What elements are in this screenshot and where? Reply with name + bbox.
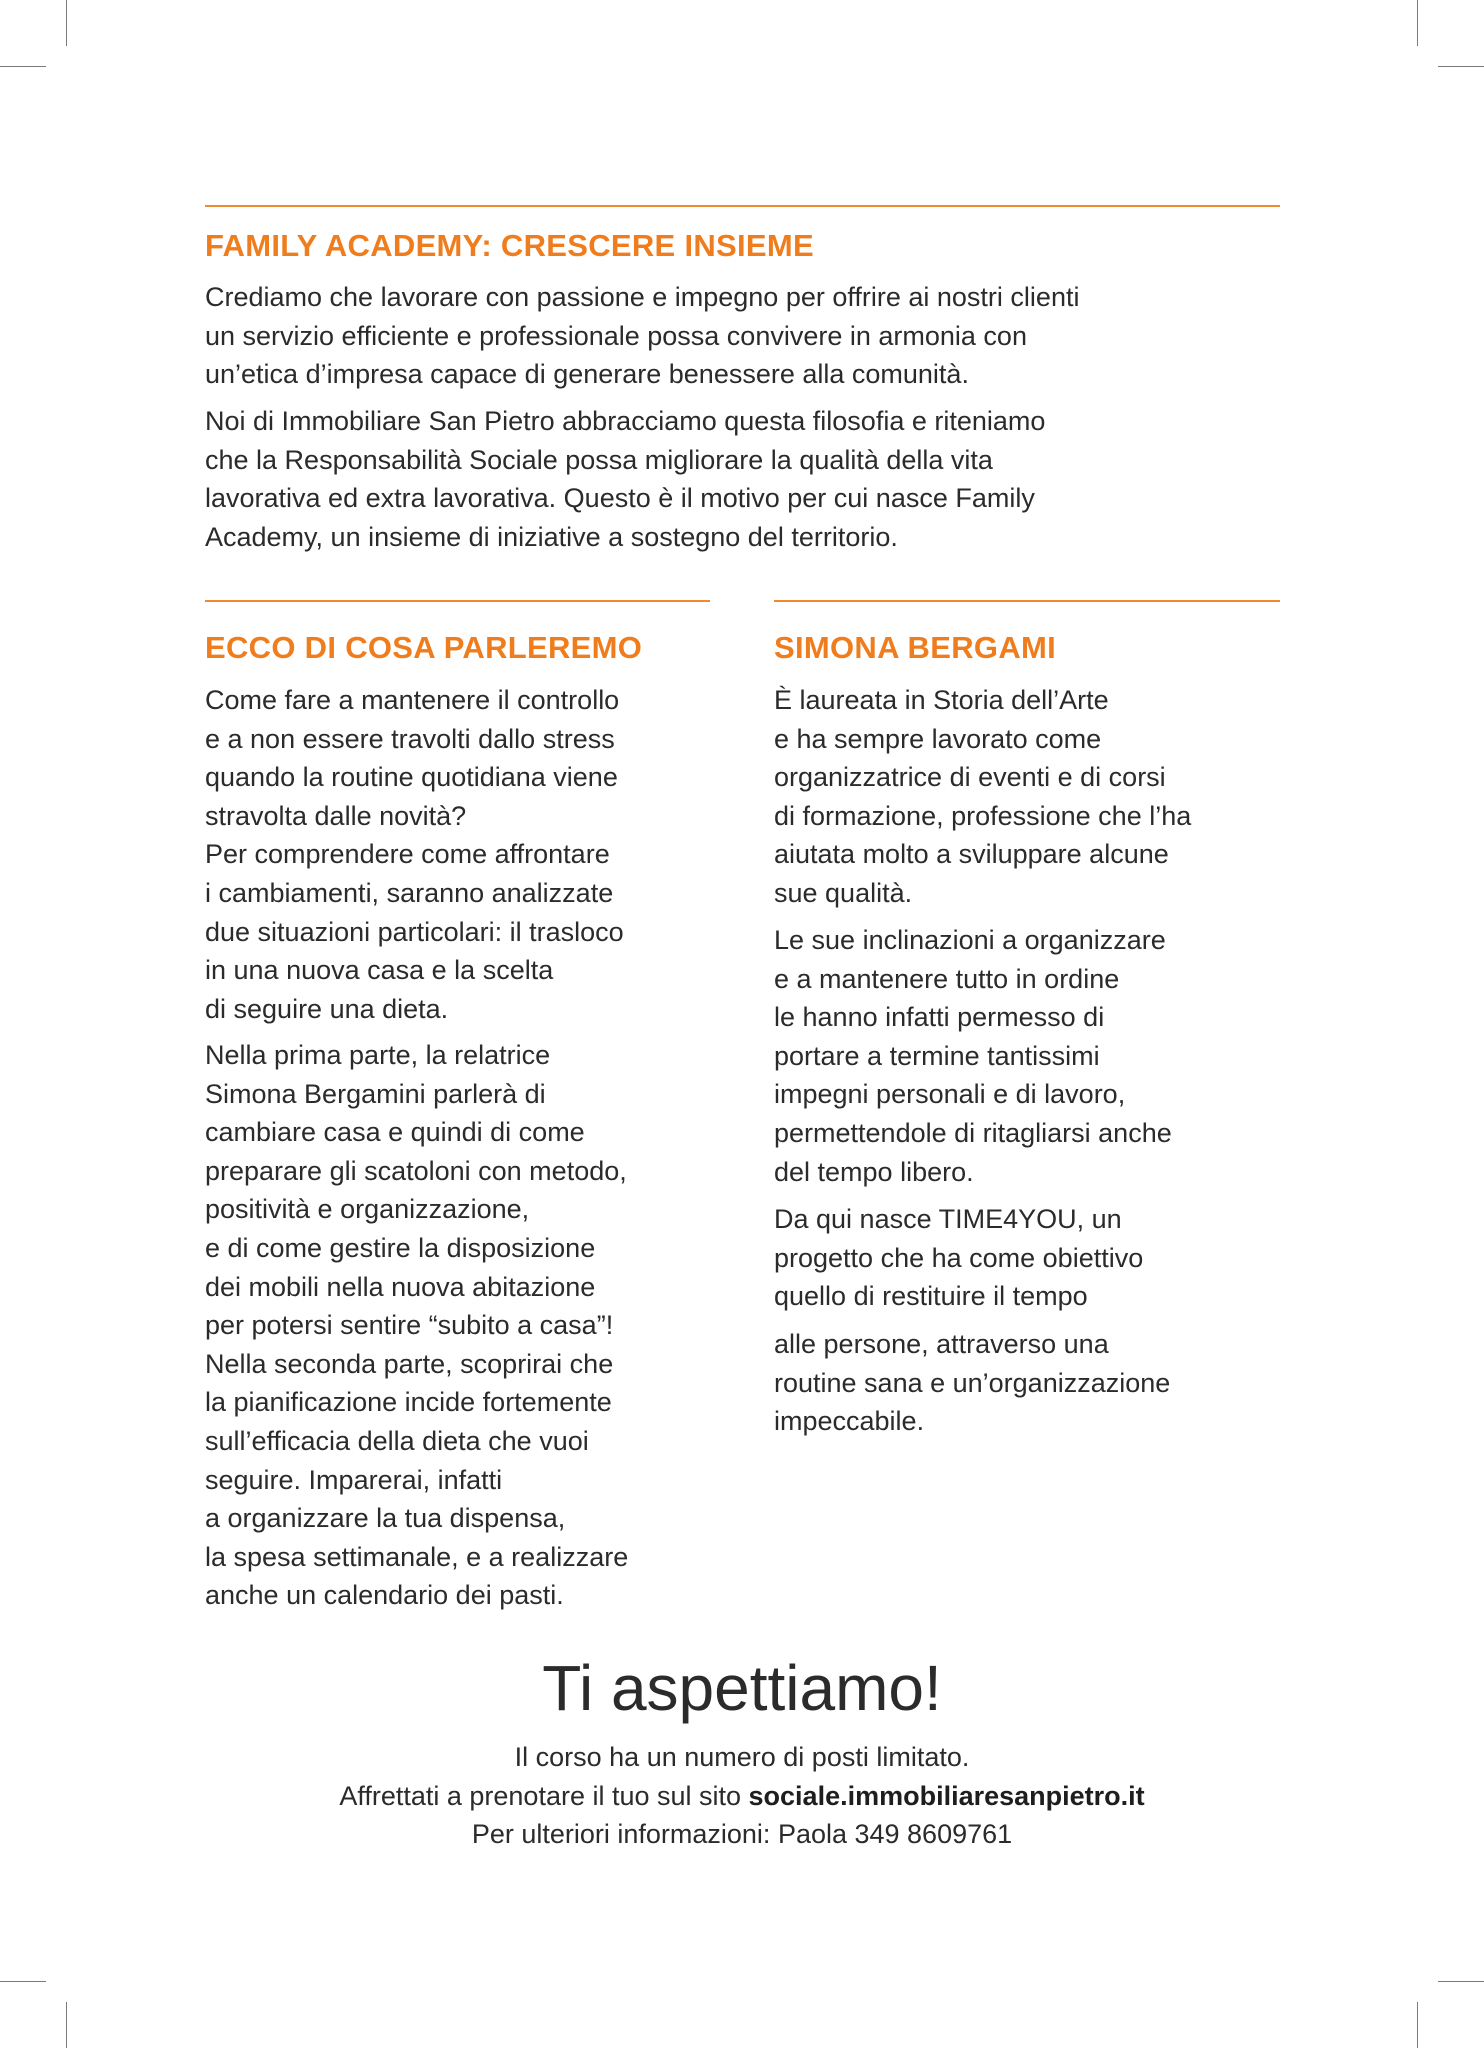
crop-mark xyxy=(66,2002,67,2048)
text-line: quello di restituire il tempo xyxy=(774,1281,1088,1312)
text-line: un’etica d’impresa capace di generare benessere alla comunità. xyxy=(205,359,969,390)
section-title-family-academy: FAMILY ACADEMY: CRESCERE INSIEME xyxy=(205,228,815,263)
text-line: Simona Bergamini parlerà di xyxy=(205,1078,546,1109)
text-line: i cambiamenti, saranno analizzate xyxy=(205,877,614,908)
text-line: lavorativa ed extra lavorativa. Questo è il motivo per cui nasce Family xyxy=(205,483,1035,514)
section-rule xyxy=(205,600,710,602)
crop-mark xyxy=(1417,2002,1418,2048)
section-title-speaker: SIMONA BERGAMI xyxy=(774,630,1057,665)
text-line: seguire. Imparerai, infatti xyxy=(205,1464,503,1495)
crop-mark xyxy=(0,1981,46,1982)
text-line: dei mobili nella nuova abitazione xyxy=(205,1271,596,1302)
crop-mark xyxy=(66,0,67,46)
text-line: Per comprendere come affrontare xyxy=(205,839,610,870)
text-line: e di come gestire la disposizione xyxy=(205,1232,596,1263)
speaker-paragraph-4 xyxy=(774,1325,1170,1441)
text-line: Nella prima parte, la relatrice xyxy=(205,1040,551,1070)
crop-mark xyxy=(1438,1981,1484,1982)
text-line: positività e organizzazione, xyxy=(205,1194,530,1225)
text-line: cambiare casa e quindi di come xyxy=(205,1117,585,1148)
text-line: le hanno infatti permesso di xyxy=(774,1002,1105,1033)
text-line: Le sue inclinazioni a organizzare xyxy=(774,925,1166,955)
text-line: due situazioni particolari: il trasloco xyxy=(205,916,624,947)
text-line: routine sana e un’organizzazione xyxy=(774,1367,1171,1398)
text-line: in una nuova casa e la scelta xyxy=(205,955,554,986)
text-line: Academy, un insieme di iniziative a sostegno del territorio. xyxy=(205,521,898,552)
text-line: sull’efficacia della dieta che vuoi xyxy=(205,1425,589,1456)
text-line: e a mantenere tutto in ordine xyxy=(774,963,1120,994)
speaker-paragraph-3 xyxy=(774,1200,1143,1316)
text-line: per potersi sentire “subito a casa”! xyxy=(205,1310,614,1341)
text-line: e ha sempre lavorato come xyxy=(774,723,1102,754)
text-line: la pianificazione incide fortemente xyxy=(205,1387,612,1418)
family-paragraph-1 xyxy=(205,278,1079,394)
text-line: anche un calendario dei pasti. xyxy=(205,1580,564,1611)
text-line: di formazione, professione che l’ha xyxy=(774,800,1192,831)
text-line: alle persone, attraverso una xyxy=(774,1329,1109,1359)
closing-line-booking xyxy=(0,1777,1484,1816)
booking-text: Affrettati a prenotare il tuo sul sito xyxy=(339,1780,749,1811)
text-line: che la Responsabilità Sociale possa migliorare la qualità della vita xyxy=(205,444,993,475)
text-line: sue qualità. xyxy=(774,877,913,908)
text-line: e a non essere travolti dallo stress xyxy=(205,723,615,754)
text-line: aiutata molto a sviluppare alcune xyxy=(774,839,1169,870)
text-line: Da qui nasce TIME4YOU, un xyxy=(774,1204,1122,1234)
crop-mark xyxy=(1438,66,1484,67)
text-line: un servizio efficiente e professionale possa convivere in armonia con xyxy=(205,320,1027,351)
text-line: impeccabile. xyxy=(774,1406,925,1437)
text-line: permettendole di ritagliarsi anche xyxy=(774,1117,1172,1148)
text-line: Nella seconda parte, scoprirai che xyxy=(205,1348,614,1379)
text-line: Crediamo che lavorare con passione e impegno per offrire ai nostri clienti xyxy=(205,282,1080,312)
text-line: Noi di Immobiliare San Pietro abbracciamo questa filosofia e riteniamo xyxy=(205,406,1046,436)
text-line: del tempo libero. xyxy=(774,1156,974,1187)
closing-line-contact: Per ulteriori informazioni: Paola 349 8609761 xyxy=(471,1819,1013,1849)
speaker-paragraph-1 xyxy=(774,681,1191,913)
family-paragraph-2 xyxy=(205,402,1045,556)
website-link[interactable]: sociale.immobiliaresanpietro.it xyxy=(748,1780,1145,1811)
text-line: preparare gli scatoloni con metodo, xyxy=(205,1155,627,1186)
text-line: organizzatrice di eventi e di corsi xyxy=(774,762,1166,793)
topics-paragraph-2 xyxy=(205,1036,628,1615)
text-line: portare a termine tantissimi xyxy=(774,1040,1100,1071)
text-line: a organizzare la tua dispensa, xyxy=(205,1503,566,1534)
text-line: stravolta dalle novità? xyxy=(205,800,467,831)
closing-title: Ti aspettiamo! xyxy=(542,1652,942,1724)
text-line: Come fare a mantenere il controllo xyxy=(205,685,620,715)
text-line: progetto che ha come obiettivo xyxy=(774,1242,1144,1273)
speaker-paragraph-2 xyxy=(774,921,1172,1191)
section-title-topics: ECCO DI COSA PARLEREMO xyxy=(205,630,643,665)
text-line: quando la routine quotidiana viene xyxy=(205,762,618,793)
topics-paragraph-1 xyxy=(205,681,624,1028)
section-rule xyxy=(774,600,1280,602)
text-line: di seguire una dieta. xyxy=(205,993,449,1024)
section-rule xyxy=(205,205,1280,207)
closing-line-limited-seats: Il corso ha un numero di posti limitato. xyxy=(514,1742,970,1772)
text-line: È laureata in Storia dell’Arte xyxy=(774,685,1109,715)
closing-block xyxy=(0,1738,1484,1854)
crop-mark xyxy=(0,66,46,67)
text-line: impegni personali e di lavoro, xyxy=(774,1079,1126,1110)
text-line: la spesa settimanale, e a realizzare xyxy=(205,1541,629,1572)
crop-mark xyxy=(1417,0,1418,46)
